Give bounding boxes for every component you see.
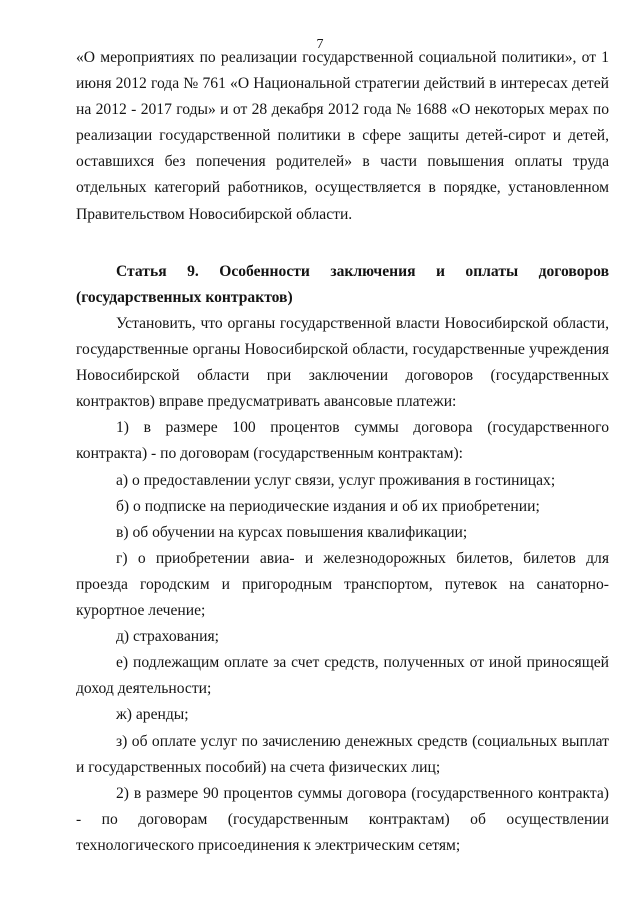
list-item: д) страхования; [116, 628, 219, 646]
article-paragraph: 2) в размере 90 процентов суммы договора (государственного контракта) - по договорам (государственным контрактам) об осуществлении технологического присоединения к электрическим сетям; [76, 784, 609, 854]
list-item: б) о подписке на периодические издания и об их приобретении; [116, 497, 540, 515]
list-item: а) о предоставлении услуг связи, услуг проживания в гостиницах; [116, 471, 556, 489]
list-item: з) об оплате услуг по зачислению денежных средств (социальных выплат и государственных пособий) на счета физических лиц; [76, 732, 609, 776]
page-number: 7 [316, 37, 324, 52]
article-body [76, 311, 609, 859]
list-item: г) о приобретении авиа- и железнодорожных билетов, билетов для проезда городским и пригородным транспортом, путевок на санаторно-курортное лечение; [76, 549, 609, 620]
list-item: в) об обучении на курсах повышения квалификации; [116, 523, 468, 541]
article-paragraph: Установить, что органы государственной власти Новосибирской области, государственные органы Новосибирской области, государственные учреждения Новосибирской области при заключении договоров (государственных контрактов) вправе предусматривать авансовые платежи: [76, 315, 609, 411]
continuation-paragraph: «О мероприятиях по реализации государственной социальной политики», от 1 июня 2012 года № 761 «О Национальной стратегии действий в интересах детей на 2012 - 2017 годы» и от 28 декабря 2012 года № 1688 «О некоторых мерах по реализации государственной политики в сфере защиты детей-сирот и детей, оставшихся без попечения родителей» в части повышения оплаты труда отдельных категорий работников, осуществляется в порядке, установленном Правительством Новосибирской области. [76, 49, 609, 223]
list-item: е) подлежащим оплате за счет средств, полученных от иной приносящей доход деятельности; [76, 654, 609, 698]
article-heading: Статья 9. Особенности заключения и оплаты договоров (государственных контрактов) [76, 263, 609, 307]
list-item: ж) аренды; [116, 706, 189, 724]
article-paragraph: 1) в размере 100 процентов суммы договора (государственного контракта) - по договорам (государственным контрактам): [76, 419, 609, 463]
